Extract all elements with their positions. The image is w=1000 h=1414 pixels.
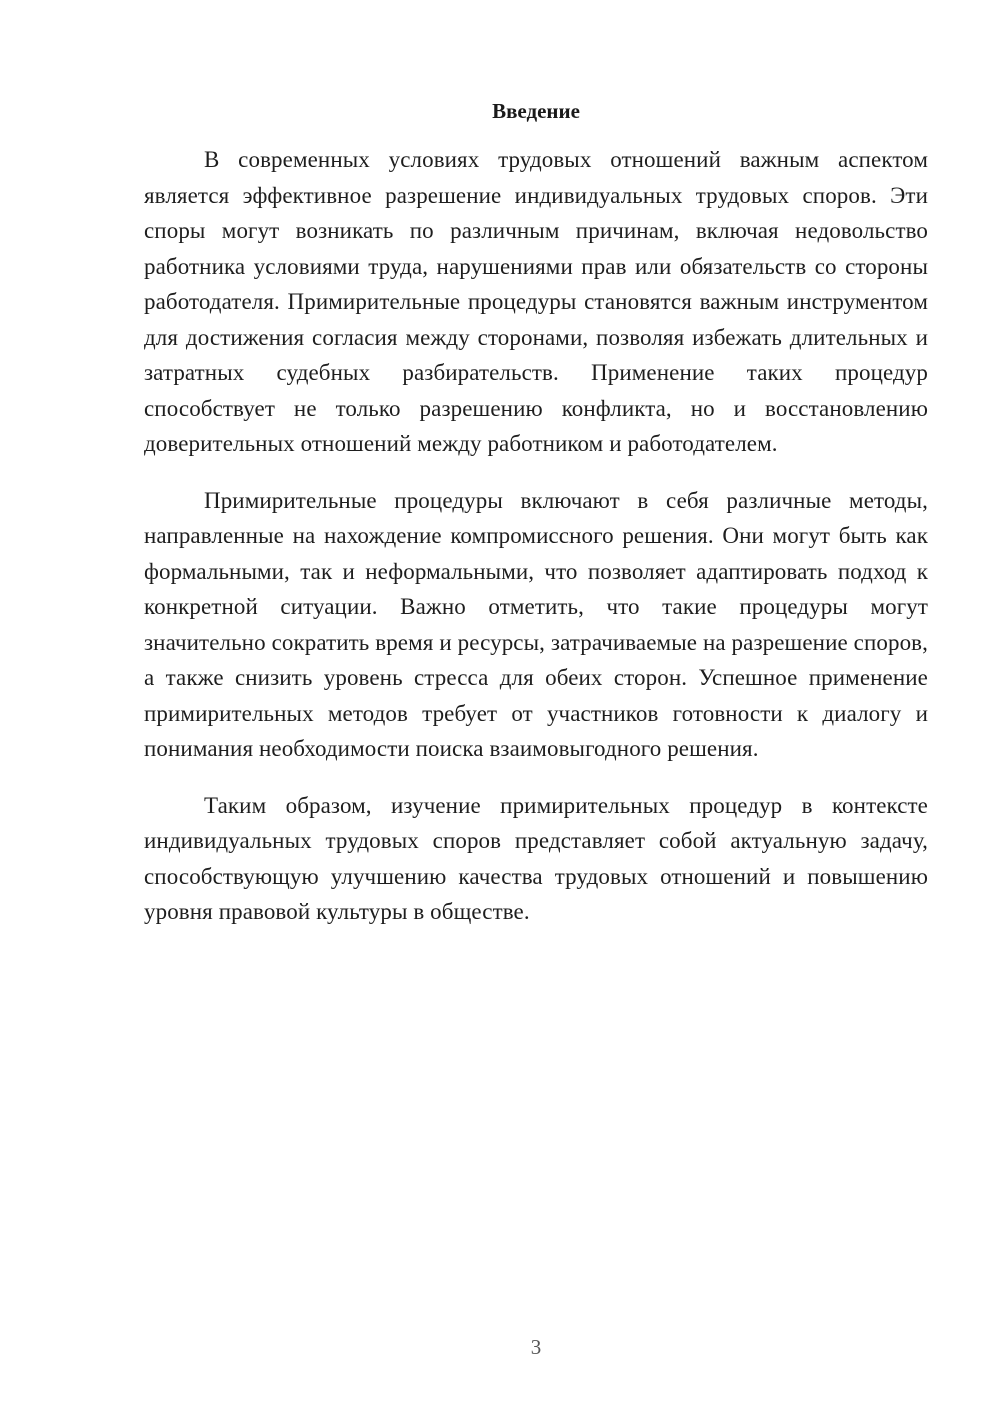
body-text bbox=[144, 142, 928, 951]
paragraph-3: Таким образом, изучение примирительных процедур в контексте индивидуальных трудовых споров представляет собой актуальную задачу, способствующую улучшению качества трудовых отношений и повышению уровня правовой культуры в обществе. bbox=[144, 792, 928, 924]
paragraph-2: Примирительные процедуры включают в себя различные методы, направленные на нахождение компромиссного решения. Они могут быть как формальными, так и неформальными, что позволяет адаптировать подход к конкретной ситуации. Важно отметить, что такие процедуры могут значительно сократить время и ресурсы, затрачиваемые на разрешение споров, а также снизить уровень стресса для обеих сторон. Успешное применение примирительных методов требует от участников готовности к диалогу и понимания необходимости поиска взаимовыгодного решения. bbox=[144, 487, 928, 761]
paragraph-1: В современных условиях трудовых отношений важным аспектом является эффективное разрешение индивидуальных трудовых споров. Эти споры могут возникать по различным причинам, включая недовольство работника условиями труда, нарушениями прав или обязательств со стороны работодателя. Примирительные процедуры становятся важным инструментом для достижения согласия между сторонами, позволяя избежать длительных и затратных судебных разбирательств. Применение таких процедур способствует не только разрешению конфликта, но и восстановлению доверительных отношений между работником и работодателем. bbox=[144, 147, 928, 456]
section-title: Введение bbox=[492, 99, 580, 123]
page-number: 3 bbox=[530, 1335, 542, 1359]
